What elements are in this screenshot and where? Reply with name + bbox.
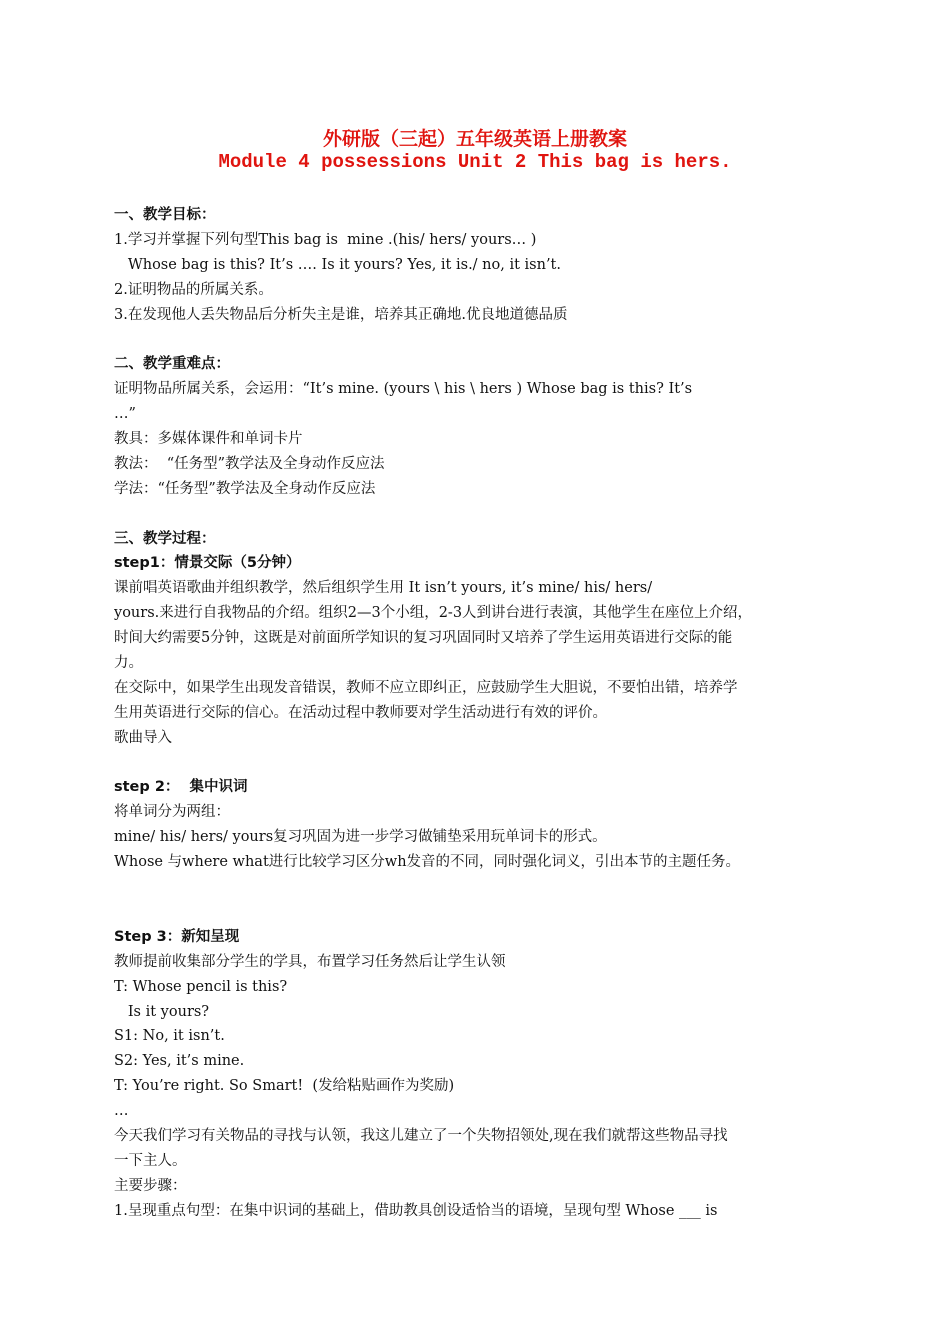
key-points-line: 教法： “任务型”教学法及全身动作反应法 bbox=[114, 455, 385, 472]
step3-line: 一下主人。 bbox=[114, 1152, 187, 1169]
key-points-line: 教具：多媒体课件和单词卡片 bbox=[114, 431, 303, 448]
key-points-line: 证明物品所属关系，会运用：“It’s mine. (yours \ his \ hers ) Whose bag is this? It’s bbox=[114, 381, 693, 398]
key-points-line: …” bbox=[114, 406, 136, 423]
step3-line: Is it yours? bbox=[114, 1003, 210, 1020]
step3-line: 今天我们学习有关物品的寻找与认领，我这儿建立了一个失物招领处,现在我们就帮这些物品寻找 bbox=[114, 1127, 728, 1144]
step1-line: yours.来进行自我物品的介绍。组织2—3个小组，2-3人到讲台进行表演，其他学生在座位上介绍， bbox=[114, 605, 753, 622]
document-title-english: Module 4 possessions Unit 2 This bag is hers. bbox=[218, 151, 732, 173]
step3-line: T: You’re right. So Smart! (发给粘贴画作为奖励) bbox=[114, 1078, 455, 1095]
step1-line: 生用英语进行交际的信心。在活动过程中教师要对学生活动进行有效的评价。 bbox=[114, 704, 607, 721]
step2-line: 将单词分为两组： bbox=[114, 804, 230, 821]
objectives-line: 1.学习并掌握下列句型This bag is mine .(his/ hers/ yours… ) bbox=[114, 231, 537, 248]
document-body bbox=[114, 203, 842, 1224]
step3-heading: Step 3：新知呈现 bbox=[114, 928, 240, 945]
step1-line: 时间大约需要5分钟，这既是对前面所学知识的复习巩固同时又培养了学生运用英语进行交际的能 bbox=[114, 630, 733, 647]
step1-line: 在交际中，如果学生出现发音错误，教师不应立即纠正，应鼓励学生大胆说，不要怕出错，培养学 bbox=[114, 679, 738, 696]
step3-line: S2: Yes, it’s mine. bbox=[114, 1053, 245, 1070]
step3-line: 1.呈现重点句型：在集中识词的基础上，借助教具创设适恰当的语境，呈现句型 Whose ___ is bbox=[114, 1202, 718, 1219]
step3-line: S1: No, it isn’t. bbox=[114, 1028, 225, 1045]
step3-line: 教师提前收集部分学生的学具，布置学习任务然后让学生认领 bbox=[114, 953, 506, 970]
objectives-line: 2.证明物品的所属关系。 bbox=[114, 281, 273, 298]
step1-line: 力。 bbox=[114, 655, 143, 672]
section-heading-objectives: 一、教学目标： bbox=[114, 207, 216, 223]
objectives-line: 3.在发现他人丢失物品后分析失主是谁，培养其正确地.优良地道德品质 bbox=[114, 306, 568, 323]
document-title-chinese: 外研版（三起）五年级英语上册教案 bbox=[322, 128, 627, 150]
step1-line: 课前唱英语歌曲并组织教学，然后组织学生用 It isn’t yours, it’s mine/ his/ hers/ bbox=[114, 580, 653, 597]
step1-heading: step1：情景交际（5分钟） bbox=[114, 555, 301, 572]
step1-line: 歌曲导入 bbox=[114, 729, 172, 746]
section-heading-process: 三、教学过程： bbox=[114, 530, 216, 547]
step2-heading: step 2： 集中识词 bbox=[114, 779, 248, 796]
key-points-line: 学法：“任务型”教学法及全身动作反应法 bbox=[114, 480, 376, 497]
objectives-line: Whose bag is this? It’s …. Is it yours? Yes, it is./ no, it isn’t. bbox=[114, 256, 561, 273]
section-heading-key-points: 二、教学重难点： bbox=[114, 356, 230, 373]
step3-line: … bbox=[114, 1103, 129, 1120]
step2-line: mine/ his/ hers/ yours复习巩固为进一步学习做铺垫采用玩单词卡的形式。 bbox=[114, 829, 607, 846]
step2-line: Whose 与where what进行比较学习区分wh发音的不同，同时强化词义，引出本节的主题任务。 bbox=[114, 854, 741, 871]
step3-line: 主要步骤： bbox=[114, 1177, 187, 1194]
step3-line: T: Whose pencil is this? bbox=[114, 978, 288, 995]
